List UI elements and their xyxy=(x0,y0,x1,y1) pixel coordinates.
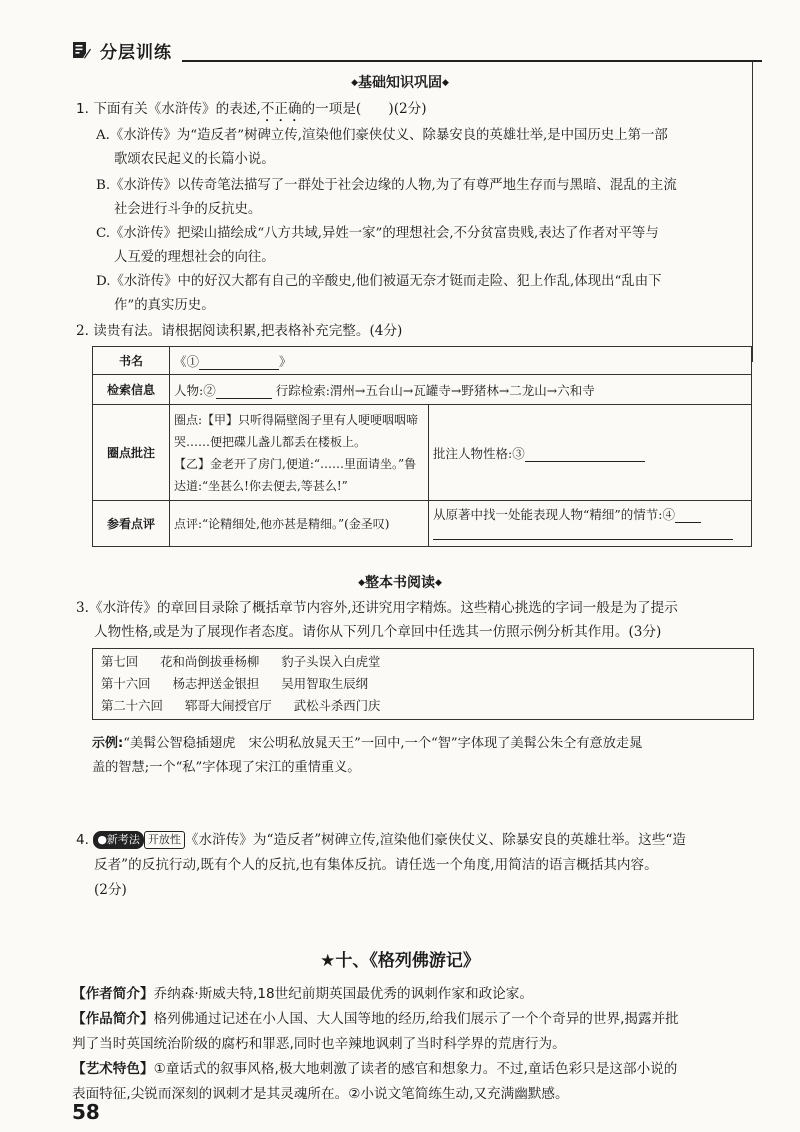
reading-table xyxy=(92,346,752,547)
annot-right-text: 批注人物性格:③ xyxy=(433,445,525,461)
diamond-icon: ◆ xyxy=(351,78,358,88)
section-basic-title: 基础知识巩固 xyxy=(358,75,442,91)
chapter-item xyxy=(101,652,380,672)
question-3-stem xyxy=(76,596,758,644)
chapter-num: 第二十六回 xyxy=(101,698,163,713)
page-number: 58 xyxy=(72,1100,100,1124)
section-basic-heading xyxy=(0,72,800,92)
diamond-icon: ◆ xyxy=(435,578,442,588)
option-b xyxy=(96,174,756,222)
work-line: 格列佛通过记述在小人国、大人国等地的经历,给我们展示了一个个奇异的世界,揭露并批 xyxy=(153,1011,679,1027)
question-number: 1. xyxy=(76,101,89,117)
section-whole-book-heading xyxy=(0,572,800,592)
blank-2[interactable] xyxy=(216,383,272,399)
option-line: 人互爱的理想社会的向往。 xyxy=(114,250,275,265)
option-c xyxy=(96,222,756,270)
ref-label: 参看点评 xyxy=(93,501,170,547)
page-header xyxy=(72,36,762,64)
annot-jia: 圈点:【甲】只听得隔壁阁子里有人哽哽咽咽啼哭……便把碟儿盏儿都丢在楼板上。 xyxy=(174,412,419,449)
ref-right-cell xyxy=(429,501,752,547)
search-person: 人物:② xyxy=(174,382,216,398)
edit-book-icon xyxy=(72,40,92,60)
table-row xyxy=(93,405,752,501)
stem-line: 3.《水浒传》的章回目录除了概括章节内容外,还讲究用字精炼。这些精心挑选的字词一般是为了提示 xyxy=(76,600,678,616)
answer-line[interactable] xyxy=(433,523,733,540)
table-row xyxy=(93,347,752,375)
chapter-title-a: 杨志押送金银担 xyxy=(172,676,260,691)
example-line: 盖的智慧;一个“私”字体现了宋江的重情重义。 xyxy=(92,760,361,775)
chapter-title-a: 郓哥大闹授官厅 xyxy=(184,698,272,713)
stem-line: (2分) xyxy=(94,882,127,898)
stem-emphasis: 不正确 xyxy=(260,101,302,117)
book-label: 书名 xyxy=(93,347,170,375)
open-badge: 开放性 xyxy=(144,831,185,849)
chapter-item xyxy=(101,674,368,694)
question-number: 4. xyxy=(76,832,89,848)
ref-right-text: 从原著中找一处能表现人物“精细”的情节:④ xyxy=(433,506,675,522)
example-label: 示例: xyxy=(92,736,124,751)
blank-1[interactable] xyxy=(199,354,279,370)
diamond-icon: ◆ xyxy=(442,78,449,88)
chapter-title-b: 吴用智取生辰纲 xyxy=(281,676,369,691)
option-d xyxy=(96,270,756,318)
search-route: 行踪检索:渭州→五台山→瓦罐寺→野猪林→二龙山→六和寺 xyxy=(275,382,595,398)
option-line: A.《水浒传》为“造反者”树碑立传,渲染他们豪侠仗义、除暴安良的英雄壮举,是中国历史上第一部 xyxy=(96,128,668,143)
art-line: 表面特征,尖锐而深刻的讽刺才是其灵魂所在。②小说文笔简练生动,又充满幽默感。 xyxy=(72,1086,569,1102)
author-intro xyxy=(72,982,762,1007)
work-tag: 【作品简介】 xyxy=(72,1011,154,1027)
chapter-list xyxy=(92,648,754,720)
question-4 xyxy=(76,828,758,903)
stem-line: 人物性格,或是为了展现作者态度。请你从下列几个章回中任选其一仿照示例分析其作用。(3分) xyxy=(94,624,662,640)
book-close: 》 xyxy=(279,353,292,369)
header-rule xyxy=(182,60,762,62)
ref-value: 点评:“论精细处,他亦甚是精细。”(金圣叹) xyxy=(174,516,390,531)
annot-label: 圈点批注 xyxy=(93,405,170,501)
option-line: 作”的真实历史。 xyxy=(114,298,215,313)
art-tag: 【艺术特色】 xyxy=(72,1061,154,1077)
option-line: 社会进行斗争的反抗史。 xyxy=(114,202,262,217)
stem-text: 的一项是( )(2分) xyxy=(301,101,427,117)
work-intro xyxy=(72,1007,762,1057)
example-line: “美髯公智稳插翅虎 宋公明私放晁天王”一回中,一个“智”字体现了美髯公朱仝有意放走晁 xyxy=(123,736,643,751)
question-2-stem: 2. 读贵有法。请根据阅读积累,把表格补充完整。(4分) xyxy=(76,323,403,339)
chapter-item xyxy=(101,696,380,716)
section-whole-book-title: 整本书阅读 xyxy=(365,575,435,591)
chapter-title-b: 武松斗杀西门庆 xyxy=(293,698,381,713)
badge-text: 新考法 xyxy=(106,833,140,846)
option-a xyxy=(96,124,756,172)
art-features xyxy=(72,1057,762,1107)
stem-text: 下面有关《水浒传》的表述, xyxy=(93,101,261,117)
annot-yi: 【乙】金老开了房门,便道:“……里面请坐。”鲁达道:“坐甚么!你去便去,等甚么!” xyxy=(174,456,417,493)
author-tag: 【作者简介】 xyxy=(72,986,154,1002)
art-line: ①童话式的叙事风格,极大地刺激了读者的感官和想象力。不过,童话色彩只是这部小说的 xyxy=(153,1061,678,1077)
stem-line: 反者”的反抗行动,既有个人的反抗,也有集体反抗。请任选一个角度,用简洁的语言概括其内容。 xyxy=(94,857,658,873)
blank-4[interactable] xyxy=(675,507,701,523)
option-line: 歌颂农民起义的长篇小说。 xyxy=(114,152,275,167)
book-title: ★十、《格列佛游记》 xyxy=(320,951,480,971)
book-cell xyxy=(170,347,752,375)
new-method-badge xyxy=(93,831,144,849)
question-1-stem xyxy=(76,98,756,125)
blank-3[interactable] xyxy=(525,446,645,462)
work-line: 判了当时英国统治阶级的腐朽和罪恶,同时也辛辣地讽刺了当时科学界的荒唐行为。 xyxy=(72,1036,566,1052)
table-row xyxy=(93,375,752,405)
diamond-icon: ◆ xyxy=(358,578,365,588)
header-title: 分层训练 xyxy=(100,43,172,63)
table-row xyxy=(93,501,752,547)
option-line: D.《水浒传》中的好汉大都有自己的辛酸史,他们被逼无奈才铤而走险、犯上作乱,体现出“乱由下 xyxy=(96,274,662,289)
chapter-title-b: 豹子头误入白虎堂 xyxy=(281,654,381,669)
stem-line: 《水浒传》为“造反者”树碑立传,渲染他们豪侠仗义、除暴安良的英雄壮举。这些“造 xyxy=(184,832,686,848)
ref-cell xyxy=(170,501,429,547)
chapter-num: 第十六回 xyxy=(101,676,151,691)
chapter-title-a: 花和尚倒拔垂杨柳 xyxy=(160,654,260,669)
search-cell xyxy=(170,375,752,405)
search-label: 检索信息 xyxy=(93,375,170,405)
option-line: C.《水浒传》把梁山描绘成“八方共域,异姓一家”的理想社会,不分贫富贵贱,表达了作者对平等与 xyxy=(96,226,659,241)
example-block xyxy=(92,732,754,780)
annot-cell xyxy=(170,405,429,501)
chapter-num: 第七回 xyxy=(101,654,139,669)
bulb-icon: ● xyxy=(97,833,107,846)
annot-right-cell xyxy=(429,405,752,501)
author-text: 乔纳森·斯威夫特,18世纪前期英国最优秀的讽刺作家和政论家。 xyxy=(153,986,533,1002)
book-value: 《① xyxy=(174,353,200,369)
option-line: B.《水浒传》以传奇笔法描写了一群处于社会边缘的人物,为了有尊严地生存而与黑暗、混乱的主流 xyxy=(96,178,677,193)
